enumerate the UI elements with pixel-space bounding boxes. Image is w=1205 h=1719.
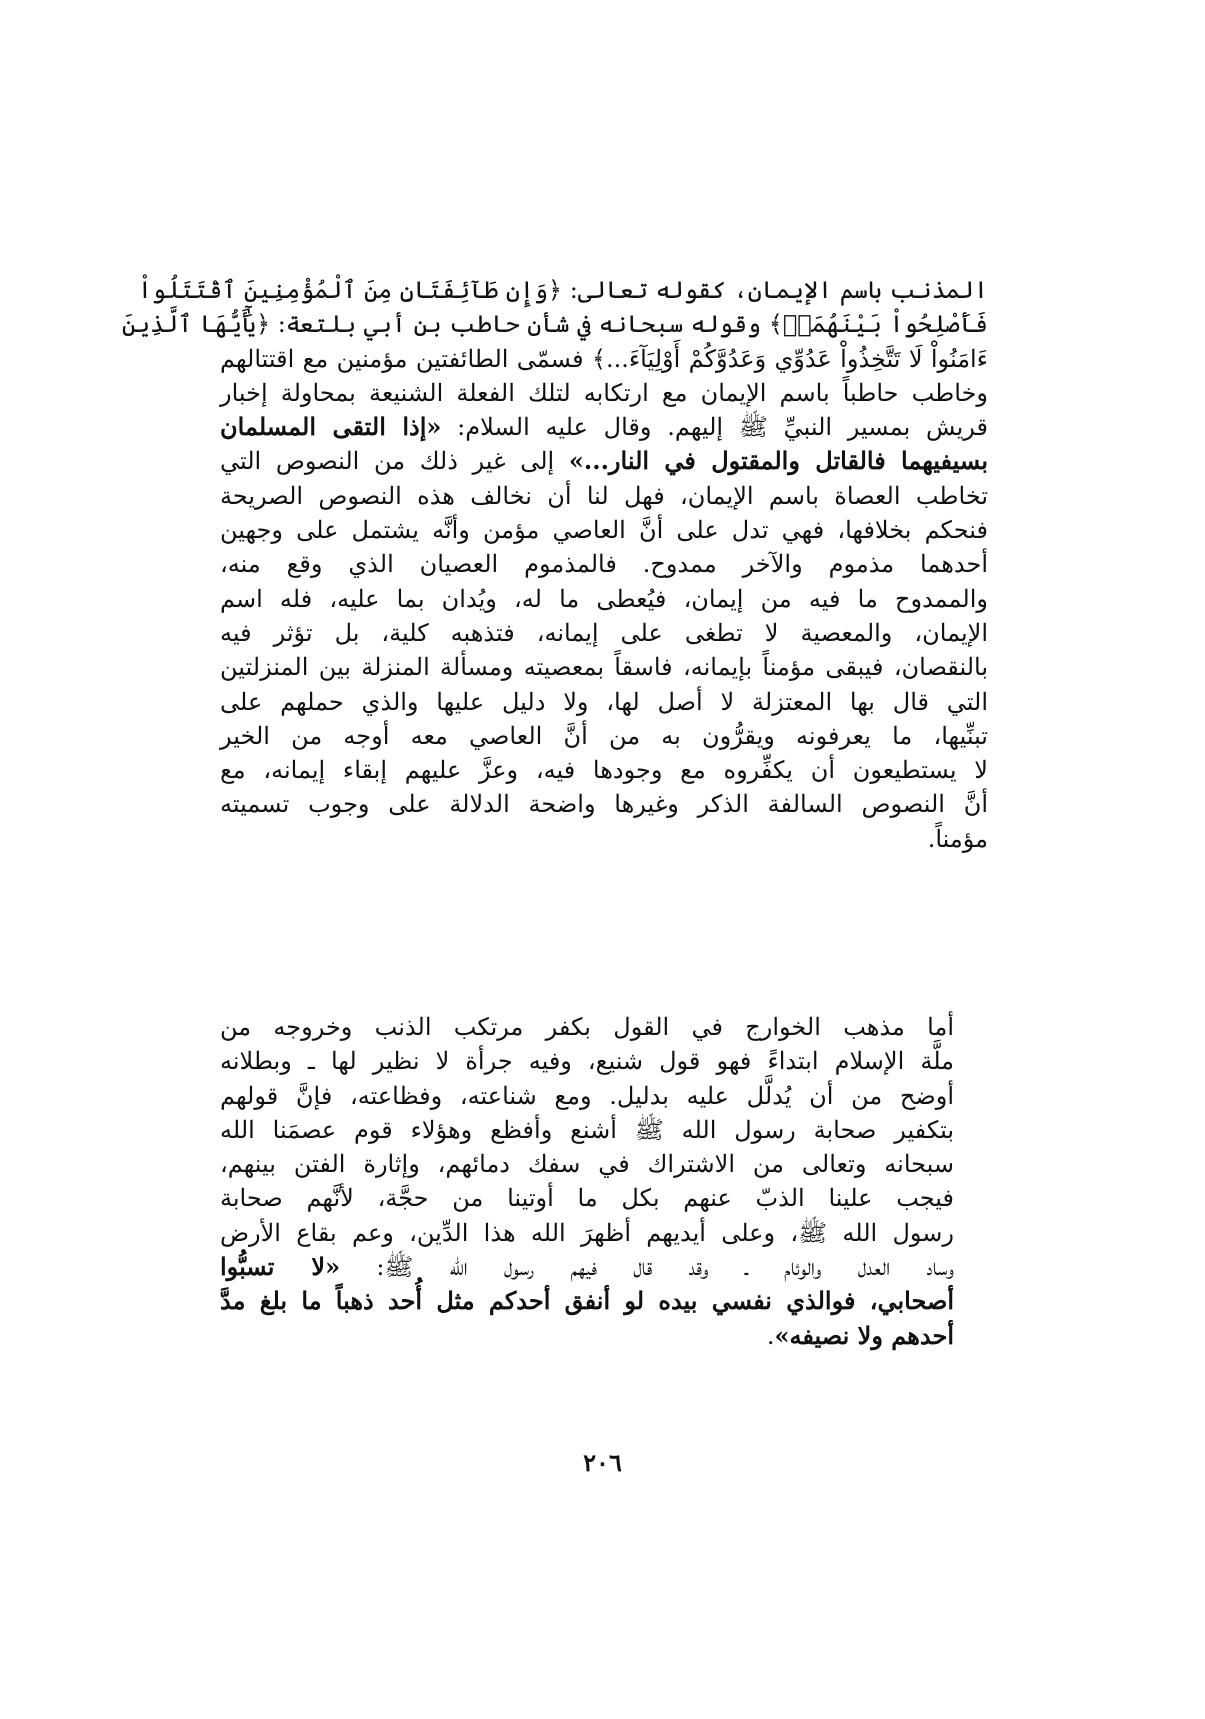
text-segment: مؤمناً.: [927, 824, 988, 853]
text-line: [220, 1284, 988, 1318]
text-segment: قريش بمسير النبيِّ ﷺ إليهم. وقال عليه السلام:: [441, 413, 989, 442]
bold-text-segment: «إذا التقى المسلمان: [220, 412, 442, 442]
text-segment: ملَّة الإسلام ابتداءً فهو قول شنيع، وفيه جرأة لا نظير لها ـ وبطلانه: [220, 1047, 954, 1076]
text-line: [137, 273, 988, 307]
text-line: [220, 685, 988, 719]
text-segment: المذنب باسم الإيمان، كقوله تعالى: ﴿وَإِن طَآئِفَتَانِ مِنَ ٱلْمُؤْمِنِينَ ٱقْتَتَلُواْ: [137, 276, 988, 304]
text-line: [121, 307, 988, 341]
text-line: [220, 787, 988, 821]
text-segment: أنَّ النصوص السالفة الذكر وغيرها واضحة الدلالة على وجوب تسميته: [220, 790, 988, 819]
text-line: [220, 650, 988, 684]
text-line: [220, 822, 988, 856]
text-segment: سبحانه وتعالى من الاشتراك في سفك دمائهم، وإثارة الفتن بينهم،: [220, 1150, 954, 1179]
text-segment: وخاطب حاطباً باسم الإيمان مع ارتكابه لتلك الفعلة الشنيعة بمحاولة إخبار: [220, 378, 988, 407]
bold-text-segment: بسيفيهما فالقاتل والمقتول في النار...»: [568, 446, 989, 476]
text-line: [220, 719, 988, 753]
text-line: [220, 547, 988, 581]
page-number: ٢٠٦: [583, 1448, 622, 1477]
text-segment: فنحكم بخلافها، فهي تدل على أنَّ العاصي مؤمن وأنَّه يشتمل على وجهين: [220, 516, 988, 545]
text-line: [220, 616, 988, 650]
text-line: [220, 1181, 988, 1215]
text-line: [220, 1044, 988, 1078]
text-line: [220, 1010, 988, 1044]
paragraph-1: [121, 273, 989, 856]
text-line: [220, 1147, 988, 1181]
text-line: [220, 1250, 988, 1284]
bold-text-segment: أصحابي، فوالذي نفسي بيده لو أنفق أحدكم مثل أُحد ذهباً ما بلغ مدَّ: [220, 1286, 954, 1316]
text-segment: فَأَصْلِحُواْ بَيْنَهُمَاۖ﴾ وقوله سبحانه في شأن حاطب بن أبي بلتعة: ﴿يَٰٓأَيُّهَا ٱلَّذِينَ: [121, 310, 988, 339]
text-segment: وساد العدل والوئام ـ وقد قال فيهم رسول الله ﷺ:: [340, 1253, 955, 1282]
bold-text-segment: «لا تسبُّوا: [220, 1252, 341, 1282]
text-line: [220, 1319, 988, 1353]
text-segment: أحدهما مذموم والآخر ممدوح. فالمذموم العصيان الذي وقع منه،: [220, 550, 988, 579]
text-line: [220, 444, 988, 478]
text-line: [220, 479, 988, 513]
text-line: [220, 582, 988, 616]
text-line: [220, 376, 988, 410]
text-segment: رسول الله ﷺ، وعلى أيديهم أظهرَ الله هذا الدِّين، وعم بقاع الأرض: [220, 1218, 954, 1247]
text-segment: أوضح من أن يُدلَّل عليه بدليل. ومع شناعته، وفظاعته، فإنَّ قولهم: [220, 1081, 954, 1110]
text-segment: إلى غير ذلك من النصوص التي: [220, 447, 569, 476]
paragraph-2: [220, 1010, 988, 1353]
text-line: [220, 1216, 988, 1250]
text-line: [220, 1079, 988, 1113]
text-segment: فيجب علينا الذبّ عنهم بكل ما أوتينا من حجَّة، لأنَّهم صحابة: [220, 1184, 954, 1213]
text-segment: والممدوح ما فيه من إيمان، فيُعطى ما له، ويُدان بما عليه، فله اسم: [220, 584, 988, 613]
text-line: [220, 753, 988, 787]
text-line: [220, 342, 988, 376]
text-segment: تبنِّيها، ما يعرفونه ويقرُّون به من أنَّ العاصي معه أوجه من الخير: [220, 721, 988, 750]
text-line: [220, 1113, 988, 1147]
text-segment: .: [766, 1321, 775, 1350]
text-segment: ءَامَنُواْ لَا تَتَّخِذُواْ عَدُوِّي وَعَدُوَّكُمْ أَوْلِيَآءَ...﴾ فسمّى الطائفتين مؤمنين مع اقتتالهم: [220, 344, 988, 373]
bold-text-segment: أحدهم ولا نصيفه»: [774, 1320, 954, 1350]
text-segment: تخاطب العصاة باسم الإيمان، فهل لنا أن نخالف هذه النصوص الصريحة: [220, 481, 988, 510]
text-segment: التي قال بها المعتزلة لا أصل لها، ولا دليل عليها والذي حملهم على: [220, 687, 988, 716]
text-segment: لا يستطيعون أن يكفِّروه مع وجودها فيه، وعزَّ عليهم إبقاء إيمانه، مع: [220, 756, 988, 785]
text-segment: بالنقصان، فيبقى مؤمناً بإيمانه، فاسقاً بمعصيته ومسألة المنزلة بين المنزلتين: [220, 653, 988, 682]
text-line: [220, 410, 988, 444]
text-segment: أما مذهب الخوارج في القول بكفر مرتكب الذنب وخروجه من: [220, 1013, 954, 1041]
text-line: [220, 513, 988, 547]
text-segment: الإيمان، والمعصية لا تطغى على إيمانه، فتذهبه كلية، بل تؤثر فيه: [220, 618, 988, 647]
text-segment: بتكفير صحابة رسول الله ﷺ أشنع وأفظع وهؤلاء قوم عصمَنا الله: [220, 1115, 954, 1144]
